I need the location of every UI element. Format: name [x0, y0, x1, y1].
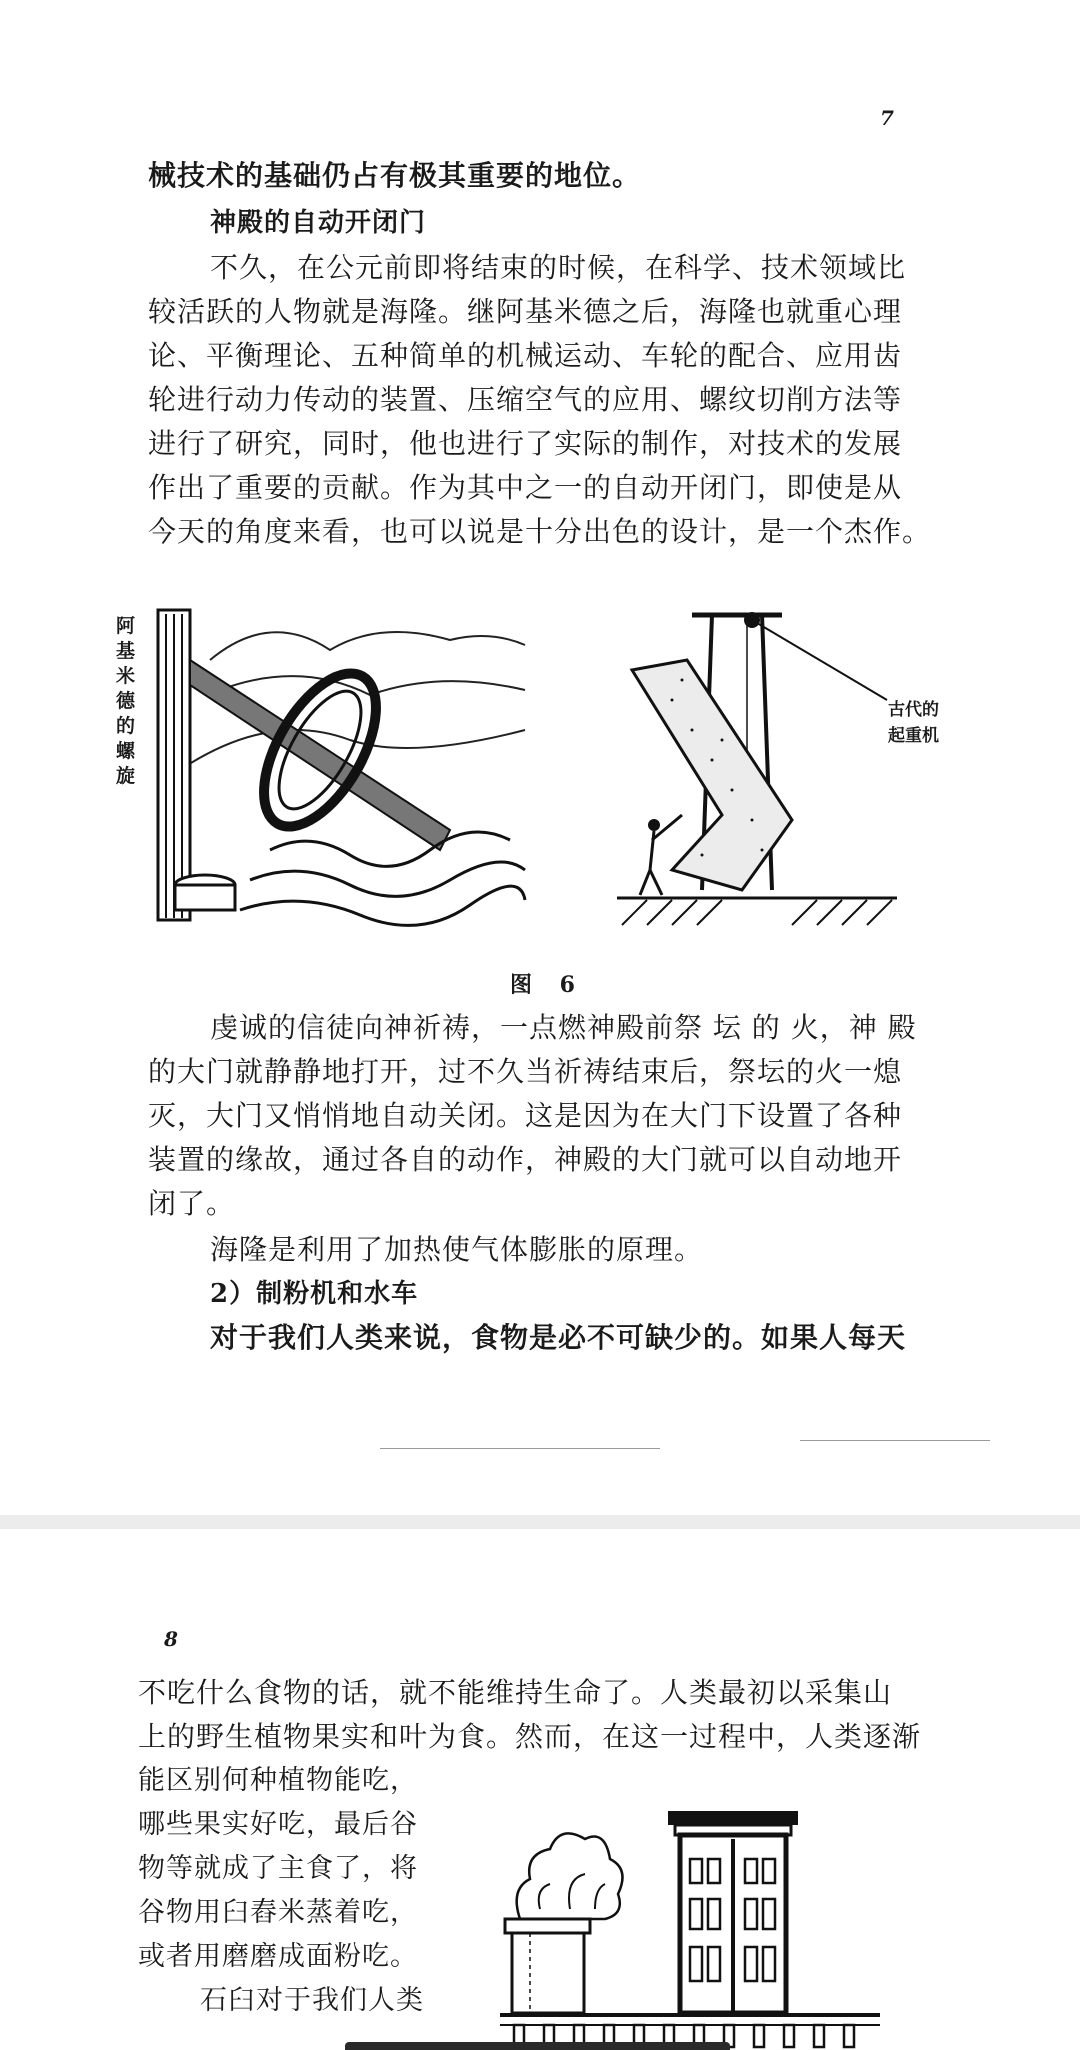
text-line: 闭了。: [148, 1187, 236, 1220]
text-line: 物等就成了主食了，将: [138, 1853, 418, 1884]
text-line: 不吃什么食物的话，就不能维持生命了。人类最初以采集山: [138, 1676, 893, 1709]
section-heading: 神殿的自动开闭门: [210, 208, 427, 238]
text-line: 作出了重要的贡献。作为其中之一的自动开闭门，即使是从: [148, 471, 903, 504]
page-8: [0, 1529, 1080, 2050]
label-char: 基: [116, 640, 136, 662]
page-separator: [0, 1515, 1080, 1529]
text-line: 械技术的基础仍占有极其重要的地位。: [148, 159, 642, 192]
text-line: 虔诚的信徒向神祈祷，一点燃神殿前祭 坛 的 火，神 殿: [210, 1011, 917, 1044]
text-line: 灭，大门又悄悄地自动关闭。这是因为在大门下设置了各种: [148, 1099, 903, 1132]
section-heading: 2）制粉机和水车: [210, 1279, 419, 1309]
text-line: 或者用磨磨成面粉吃。: [138, 1941, 418, 1972]
text-line: 论、平衡理论、五种简单的机械运动、车轮的配合、应用齿: [148, 339, 903, 372]
page-number: 8: [164, 1627, 178, 1651]
scan-artifact-line: [800, 1440, 990, 1441]
text-line: 装置的缘故，通过各自的动作，神殿的大门就可以自动地开: [148, 1143, 903, 1176]
ancient-crane-illustration: [612, 600, 902, 930]
label-line: 古代的: [888, 700, 939, 720]
text-line: 海隆是利用了加热使气体膨胀的原理。: [210, 1233, 704, 1266]
text-line: 进行了研究，同时，他也进行了实际的制作，对技术的发展: [148, 427, 903, 460]
figure-caption: 图 6: [510, 972, 585, 998]
text-line: 今天的角度来看，也可以说是十分出色的设计，是一个杰作。: [148, 515, 932, 548]
text-line: 的大门就静静地打开，过不久当祈祷结束后，祭坛的火一熄: [148, 1055, 903, 1088]
scan-artifact-line: [380, 1448, 660, 1449]
text-line: 轮进行动力传动的装置、压缩空气的应用、螺纹切削方法等: [148, 383, 903, 416]
text-line: 哪些果实好吃，最后谷: [138, 1809, 418, 1840]
label-char: 螺: [116, 740, 136, 762]
text-line: 石臼对于我们人类: [200, 1985, 424, 2016]
text-line: 对于我们人类来说，食物是必不可缺少的。如果人每天: [210, 1321, 907, 1354]
text-line: 较活跃的人物就是海隆。继阿基米德之后，海隆也就重心理: [148, 295, 903, 328]
label-char: 旋: [116, 765, 136, 787]
text-line: 谷物用臼舂米蒸着吃，: [138, 1897, 418, 1928]
temple-door-illustration: [500, 1799, 890, 2050]
text-line: 能区别何种植物能吃，: [138, 1765, 418, 1796]
text-line: 不久，在公元前即将结束的时候，在科学、技术领域比: [210, 251, 907, 284]
home-indicator[interactable]: [345, 2042, 730, 2050]
label-char: 的: [116, 715, 136, 737]
label-char: 德: [116, 690, 136, 712]
label-char: 阿: [116, 615, 136, 637]
archimedes-screw-label: [116, 614, 138, 789]
archimedes-screw-illustration: [150, 600, 530, 930]
crane-label: [888, 697, 958, 749]
label-line: 起重机: [888, 726, 939, 746]
label-char: 米: [116, 665, 136, 687]
page-number: 7: [880, 106, 894, 130]
text-line: 上的野生植物果实和叶为食。然而，在这一过程中，人类逐渐: [138, 1720, 922, 1753]
